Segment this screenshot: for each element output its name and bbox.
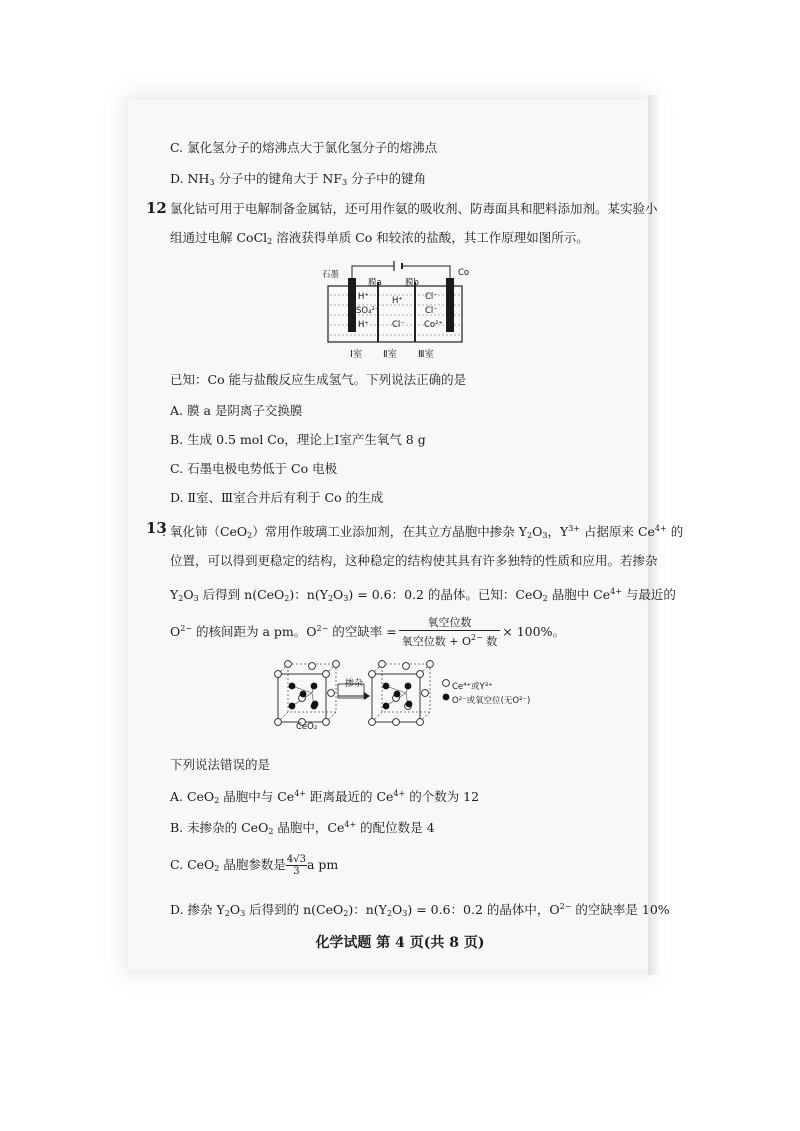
ion-cl-room3b: Cl⁻: [425, 306, 438, 316]
vacancy-rate-fraction: $\frac{\text{氧空位数}}{氧空位数 + O^{2-} 数}$: [399, 616, 501, 649]
ce-ion-open-circle: [369, 671, 376, 678]
ion-so4-room1: SO₄²⁻: [356, 306, 380, 316]
ce-ion-open-circle: [323, 671, 330, 678]
ce-ion-open-circle: [285, 661, 292, 668]
doping-arrow-head: [364, 692, 370, 700]
oxygen-ion-filled-circle: [312, 701, 319, 708]
ion-h-room1b: H⁺: [358, 320, 369, 330]
q12-stem-line1: . 氯化钴可用于电解制备金属钴，还可用作氨的吸收剂、防毒面具和肥料添加剂。某实验小: [162, 201, 658, 216]
q12-option-b: B. 生成 0.5 mol Co，理论上Ⅰ室产生氧气 8 g: [170, 432, 426, 447]
doping-arrow-label: 掺杂: [345, 679, 364, 689]
q12-known: 已知：Co 能与盐酸反应生成氢气。下列说法正确的是: [170, 372, 467, 387]
label-co: Co: [458, 268, 470, 278]
ce-ion-open-circle: [328, 690, 335, 697]
oxygen-ion-filled-circle: [394, 691, 401, 698]
q12-stem-line2: 组通过电解 CoCl$_2$ 溶液获得单质 Co 和较浓的盐酸，其工作原理如图所示。: [170, 230, 589, 246]
cell-parameter-fraction: $\frac{4√3}{3}$: [286, 854, 306, 877]
label-room1: Ⅰ室: [350, 349, 363, 360]
ce-ion-open-circle: [333, 661, 340, 668]
q12-option-c: C. 石墨电极电势低于 Co 电极: [170, 461, 338, 476]
q13-option-c: C. CeO$_2$ 晶胞参数是 $\frac{4√3}{3}$ a pm: [170, 854, 339, 877]
page-footer: 化学试题 第 4 页(共 8 页): [315, 935, 485, 951]
label-membrane-a: 膜a: [368, 278, 382, 288]
legend-filled-circle-label: O²⁻或氧空位(无O²⁻): [452, 696, 531, 706]
q13-option-b: B. 未掺杂的 CeO$_2$ 晶胞中，$Ce^{4+}$ 的配位数是 4: [170, 820, 435, 836]
q13-number: 13: [146, 519, 167, 537]
oxygen-ion-filled-circle: [383, 703, 390, 710]
q13-stem-line4: $O^{2-}$ 的核间距为 a pm。$O^{2-}$ 的空缺率 = $\frac{\text{氧空位数}}{氧空位数 + O^{2-} 数}$ × 100%。: [170, 616, 565, 648]
ce-ion-open-circle: [309, 663, 316, 670]
q13-option-d: D. 掺杂 $Y_2O_3$ 后得到的 n(CeO$_2$)：$n(Y_2O_3) = 0.6$：0.2 的晶体中，$O^{2-}$ 的空缺率是 10%: [170, 902, 670, 918]
cell-label: CeO₂: [296, 722, 318, 732]
ion-h-room1: H⁺: [358, 292, 369, 302]
legend-open-circle-label: Ce⁴⁺或Y³⁺: [452, 682, 493, 692]
ce-ion-open-circle: [427, 661, 434, 668]
ce-ion-open-circle: [275, 719, 282, 726]
ce-ion-open-circle: [393, 719, 400, 726]
oxygen-ion-filled-circle: [300, 691, 307, 698]
electrolysis-diagram: [320, 260, 480, 360]
legend-filled-circle: [443, 694, 450, 701]
ion-h-room2: H⁺: [392, 296, 403, 306]
ion-cl-room2: Cl⁻: [392, 320, 405, 330]
ion-co-room3: Co²⁺: [424, 320, 444, 330]
label-room2: Ⅱ室: [383, 349, 398, 360]
oxygen-ion-filled-circle: [289, 703, 296, 710]
label-room3: Ⅲ室: [418, 349, 435, 360]
q12-option-a: A. 膜 a 是阴离子交换膜: [170, 403, 303, 418]
oxygen-ion-filled-circle: [311, 683, 318, 690]
q13-stem-line3: $Y_2O_3$ 后得到 n(CeO$_2$)：$n(Y_2O_3) = 0.6$：0.2 的晶体。已知：CeO$_2$ 晶胞中 $Ce^{4+}$ 与最近的: [170, 587, 676, 603]
ce-ion-open-circle: [275, 671, 282, 678]
q11-option-c: C. 氯化氢分子的熔沸点大于氯化氢分子的熔沸点: [170, 140, 438, 155]
oxygen-ion-filled-circle: [405, 683, 412, 690]
ce-ion-open-circle: [323, 719, 330, 726]
graphite-electrode: [348, 278, 356, 332]
q13-stem-line1: . 氧化铈（CeO$_2$）常用作玻璃工业添加剂，在其立方晶胞中掺杂 $Y_2O_3$，$Y^{3+}$ 占据原来 $Ce^{4+}$ 的: [162, 524, 684, 540]
label-membrane-b: 膜b: [405, 278, 419, 288]
oxygen-ion-filled-circle: [383, 683, 390, 690]
oxygen-ion-filled-circle: [406, 701, 413, 708]
ce-ion-open-circle: [403, 663, 410, 670]
cobalt-electrode: [446, 278, 454, 332]
ce-ion-open-circle: [379, 661, 386, 668]
legend-open-circle: [443, 680, 450, 687]
ce-ion-open-circle: [417, 719, 424, 726]
q12-number: 12: [146, 199, 167, 217]
q13-stem-line2: 位置，可以得到更稳定的结构，这种稳定的结构使其具有许多独特的性质和应用。若掺杂: [170, 553, 658, 568]
ce-ion-open-circle: [422, 690, 429, 697]
label-graphite: 石墨: [322, 270, 340, 280]
ion-cl-room3a: Cl⁻: [425, 292, 438, 302]
q12-option-d: D. Ⅱ室、Ⅲ室合并后有利于 Co 的生成: [170, 490, 384, 505]
ce-ion-open-circle: [417, 671, 424, 678]
q13-ask: 下列说法错误的是: [170, 757, 271, 772]
ce-ion-open-circle: [369, 719, 376, 726]
oxygen-ion-filled-circle: [289, 683, 296, 690]
q11-option-d: D. $NH_3$ 分子中的键角大于 $NF_3$ 分子中的键角: [170, 171, 427, 187]
q13-option-a: A. CeO$_2$ 晶胞中与 $Ce^{4+}$ 距离最近的 $Ce^{4+}$ 的个数为 12: [170, 789, 480, 805]
